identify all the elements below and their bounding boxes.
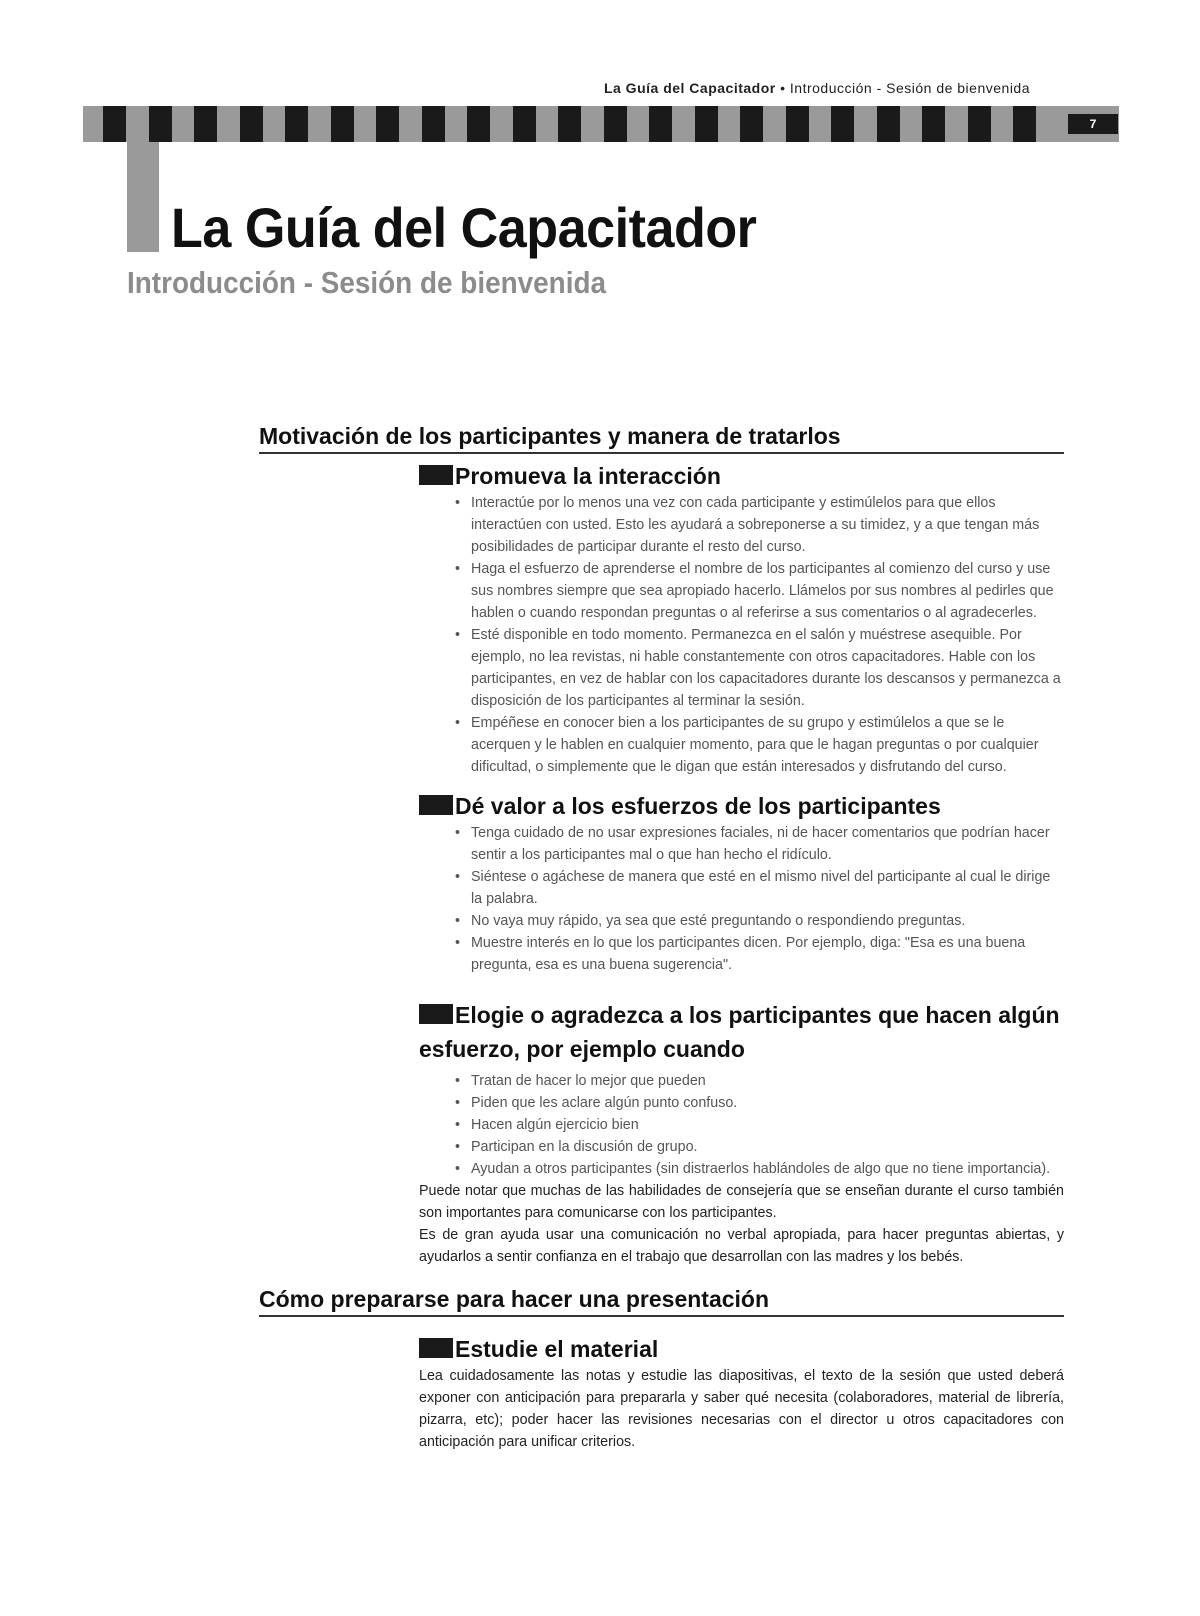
- subsection-heading-text: Elogie o agradezca a los participantes que hacen algún esfuerzo, por ejemplo cuando: [419, 1002, 1060, 1062]
- band-square-decoration: [240, 106, 263, 142]
- main-content: [259, 423, 1064, 1453]
- title-bar-decoration: [127, 142, 159, 252]
- list-item: • Interactúe por lo menos una vez con cada participante y estimúlelos para que ellos interactúen con usted. Esto les ayudará a sobreponerse a su timidez, y a que tengan más posibilidades de participar durante el resto del curso.: [419, 492, 1064, 558]
- band-square-decoration: [922, 106, 945, 142]
- heading-marker: [419, 465, 453, 485]
- subsection-heading: [419, 1333, 1064, 1365]
- band-square-decoration: [285, 106, 308, 142]
- band-square-decoration: [1013, 106, 1036, 142]
- subsection: [419, 1333, 1064, 1453]
- band-square-decoration: [331, 106, 354, 142]
- subsection-heading: [419, 790, 1064, 822]
- body-paragraph: Es de gran ayuda usar una comunicación no verbal apropiada, para hacer preguntas abiertas, y ayudarlos a sentir confianza en el trabajo que desarrollan con las madres y los bebés.: [419, 1227, 1064, 1265]
- running-header: [604, 80, 1030, 96]
- running-header-section: Introducción - Sesión de bienvenida: [789, 80, 1030, 96]
- subsection-heading: [419, 998, 1064, 1066]
- list-item: • Tratan de hacer lo mejor que pueden: [419, 1070, 1064, 1092]
- heading-marker: [419, 1338, 453, 1358]
- running-header-bullet: •: [780, 80, 786, 96]
- list-item: • Haga el esfuerzo de aprenderse el nombre de los participantes al comienzo del curso y use sus nombres siempre que sea apropiado hacerlo. Llámelos por sus nombres al pedirles que hablen o cuando respondan preguntas o al referirse a sus comentarios o al agradecerles.: [419, 558, 1064, 624]
- band-square-decoration: [649, 106, 672, 142]
- section-heading: Motivación de los participantes y manera de tratarlos: [259, 423, 1064, 454]
- band-square-decoration: [513, 106, 536, 142]
- list-item: • Esté disponible en todo momento. Permanezca en el salón y muéstrese asequible. Por ejemplo, no lea revistas, ni hable constantemente con otros capacitadores. Hable con los participantes, en vez de hablar con los capacitadores durante los descansos y permanezca a disposición de los participantes al terminar la sesión.: [419, 624, 1064, 712]
- band-square-decoration: [831, 106, 854, 142]
- running-header-book: La Guía del Capacitador: [603, 80, 776, 96]
- bullet-list: [419, 1070, 1064, 1180]
- page-title: La Guía del Capacitador: [171, 196, 757, 259]
- band-square-decoration: [422, 106, 445, 142]
- list-item: • No vaya muy rápido, ya sea que esté preguntando o respondiendo preguntas.: [419, 910, 1064, 932]
- bullet-list: [419, 492, 1064, 778]
- page-number: 7: [1068, 114, 1118, 134]
- band-square-decoration: [877, 106, 900, 142]
- list-item: • Participan en la discusión de grupo.: [419, 1136, 1064, 1158]
- band-square-decoration: [194, 106, 217, 142]
- heading-marker: [419, 1004, 453, 1024]
- list-item: • Muestre interés en lo que los participantes dicen. Por ejemplo, diga: "Esa es una buena pregunta, esa es una buena sugerencia".: [419, 932, 1064, 976]
- band-square-decoration: [968, 106, 991, 142]
- band-square-decoration: [558, 106, 581, 142]
- section-heading: Cómo prepararse para hacer una presentación: [259, 1286, 1064, 1317]
- band-square-decoration: [467, 106, 490, 142]
- subsection-heading-text: Promueva la interacción: [455, 463, 721, 489]
- page-subtitle: Introducción - Sesión de bienvenida: [127, 265, 607, 300]
- subsection-heading-text: Estudie el material: [455, 1336, 659, 1362]
- band-square-decoration: [103, 106, 126, 142]
- band-square-decoration: [740, 106, 763, 142]
- band-square-decoration: [786, 106, 809, 142]
- body-paragraph: Lea cuidadosamente las notas y estudie las diapositivas, el texto de la sesión que usted deberá exponer con anticipación para prepararla y saber qué necesita (colaboradores, material de librería, pizarra, etc); poder hacer las revisiones necesarias con el director u otros capacitadores con anticipación para unificar criterios.: [419, 1368, 1064, 1450]
- band-square-decoration: [695, 106, 718, 142]
- list-item: • Siéntese o agáchese de manera que esté en el mismo nivel del participante al cual le dirige la palabra.: [419, 866, 1064, 910]
- heading-marker: [419, 795, 453, 815]
- body-paragraph: Puede notar que muchas de las habilidades de consejería que se enseñan durante el curso también son importantes para comunicarse con los participantes.: [419, 1183, 1064, 1221]
- subsection-heading-text: Dé valor a los esfuerzos de los participantes: [455, 793, 941, 819]
- header-band: [83, 106, 1119, 142]
- list-item: • Tenga cuidado de no usar expresiones faciales, ni de hacer comentarios que podrían hacer sentir a los participantes mal o que han hecho el ridículo.: [419, 822, 1064, 866]
- subsection: [419, 790, 1064, 976]
- subsection-heading: [419, 460, 1064, 492]
- band-square-decoration: [149, 106, 172, 142]
- list-item: • Ayudan a otros participantes (sin distraerlos hablándoles de algo que no tiene importancia).: [419, 1158, 1064, 1180]
- band-square-decoration: [376, 106, 399, 142]
- subsection: [419, 460, 1064, 778]
- bullet-list: [419, 822, 1064, 976]
- subsection: [419, 998, 1064, 1268]
- list-item: • Hacen algún ejercicio bien: [419, 1114, 1064, 1136]
- list-item: • Empéñese en conocer bien a los participantes de su grupo y estimúlelos a que se le acerquen y le hablen en cualquier momento, para que le hagan preguntas o por cualquier dificultad, o simplemente que le digan que están interesados y disfrutando del curso.: [419, 712, 1064, 778]
- list-item: • Piden que les aclare algún punto confuso.: [419, 1092, 1064, 1114]
- band-square-decoration: [604, 106, 627, 142]
